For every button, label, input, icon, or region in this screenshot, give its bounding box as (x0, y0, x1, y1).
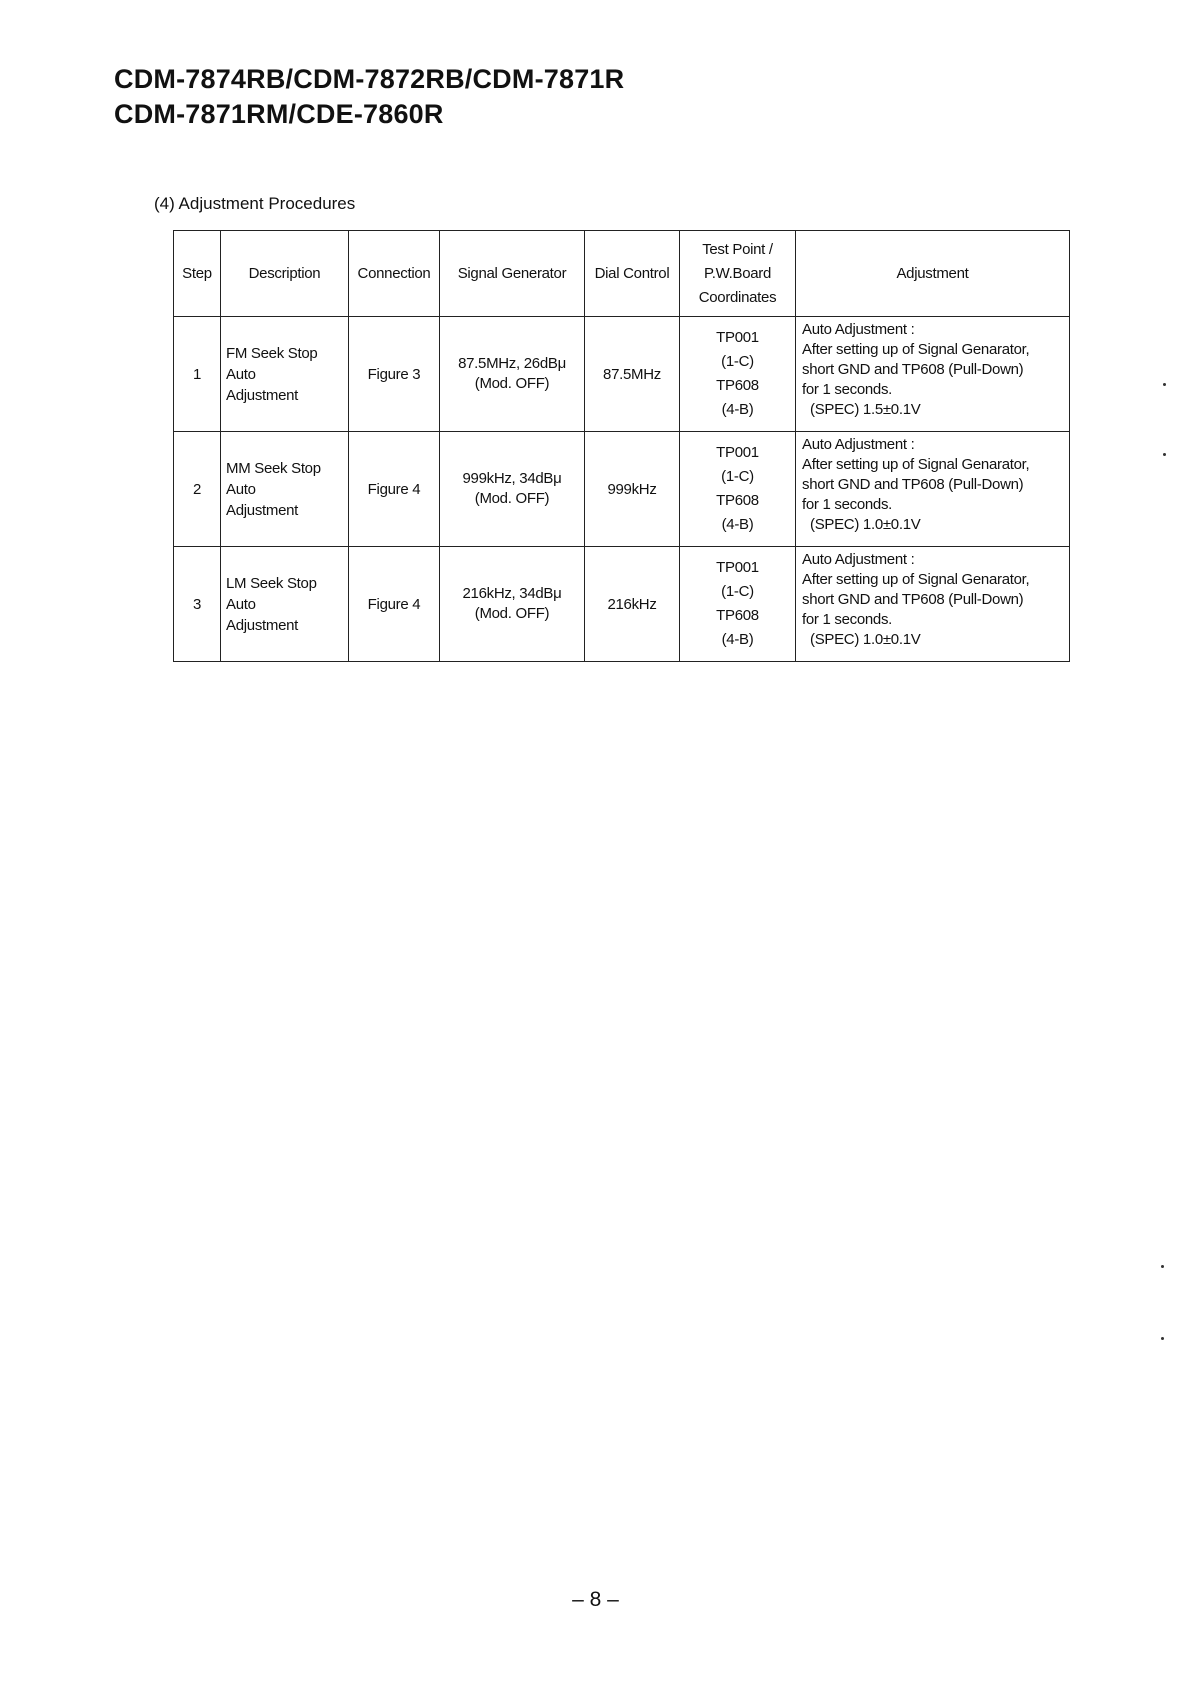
connection-cell: Figure 4 (349, 432, 440, 547)
section-title: (4) Adjustment Procedures (154, 194, 356, 213)
header-adjustment: Adjustment (796, 231, 1070, 317)
header-description: Description (221, 231, 349, 317)
scan-speck (1161, 1265, 1164, 1268)
model-title-line-1: CDM-7874RB/CDM-7872RB/CDM-7871R (114, 64, 625, 94)
step-cell: 3 (174, 547, 221, 662)
test-point-line: TP608 (716, 492, 759, 509)
adjustment-cell (796, 547, 1070, 662)
step-cell: 1 (174, 317, 221, 432)
signal-generator-line: (Mod. OFF) (474, 490, 550, 507)
adjustment-line: for 1 seconds. (802, 611, 893, 628)
adjustment-spec: (SPEC) 1.5±0.1V (810, 401, 921, 418)
page-header (114, 62, 1014, 132)
test-point-cell (680, 432, 796, 547)
header-test-point (680, 231, 796, 317)
header-test-point-line-2: P.W.Board (703, 264, 772, 282)
test-point-line: TP608 (716, 607, 759, 624)
header-step: Step (174, 231, 221, 317)
test-point-line: (4-B) (721, 401, 754, 418)
adjustment-spec: (SPEC) 1.0±0.1V (810, 516, 921, 533)
model-title-line-2: CDM-7871RM/CDE-7860R (114, 99, 444, 129)
table-row (174, 317, 1070, 432)
adjustment-procedures-table (173, 230, 1070, 662)
adjustment-spec: (SPEC) 1.0±0.1V (810, 631, 921, 648)
test-point-line: (4-B) (721, 516, 754, 533)
description-cell (221, 547, 349, 662)
signal-generator-cell (440, 547, 585, 662)
description-cell (221, 317, 349, 432)
signal-generator-line: 87.5MHz, 26dBμ (458, 355, 566, 372)
adjustment-line: short GND and TP608 (Pull-Down) (802, 361, 1024, 378)
adjustment-line: for 1 seconds. (802, 381, 893, 398)
dial-control-cell: 216kHz (585, 547, 680, 662)
scan-speck (1163, 383, 1166, 386)
test-point-line: (1-C) (721, 583, 754, 600)
test-point-line: (1-C) (721, 468, 754, 485)
description-line: Auto (226, 365, 256, 383)
description-line: MM Seek Stop (226, 459, 321, 477)
adjustment-line: After setting up of Signal Genarator, (802, 341, 1030, 358)
header-connection: Connection (349, 231, 440, 317)
adjustment-line: short GND and TP608 (Pull-Down) (802, 476, 1024, 493)
signal-generator-cell (440, 317, 585, 432)
description-line: Adjustment (226, 616, 299, 634)
adjustment-cell (796, 432, 1070, 547)
step-cell: 2 (174, 432, 221, 547)
adjustment-line: After setting up of Signal Genarator, (802, 571, 1030, 588)
test-point-cell (680, 317, 796, 432)
adjustment-line: for 1 seconds. (802, 496, 893, 513)
header-test-point-line-1: Test Point / (702, 240, 773, 258)
scan-speck (1161, 1337, 1164, 1340)
header-test-point-line-3: Coordinates (698, 288, 777, 306)
connection-cell: Figure 4 (349, 547, 440, 662)
header-signal-generator: Signal Generator (440, 231, 585, 317)
description-cell (221, 432, 349, 547)
description-line: FM Seek Stop (226, 344, 318, 362)
test-point-line: (4-B) (721, 631, 754, 648)
adjustment-line: Auto Adjustment : (802, 551, 915, 568)
signal-generator-line: 999kHz, 34dBμ (462, 470, 562, 487)
scan-speck (1163, 453, 1166, 456)
table-row (174, 432, 1070, 547)
header-dial-control: Dial Control (585, 231, 680, 317)
description-line: Auto (226, 595, 256, 613)
adjustment-line: short GND and TP608 (Pull-Down) (802, 591, 1024, 608)
signal-generator-line: 216kHz, 34dBμ (462, 585, 562, 602)
test-point-line: TP001 (716, 559, 759, 576)
test-point-line: TP001 (716, 329, 759, 346)
connection-cell: Figure 3 (349, 317, 440, 432)
test-point-line: TP001 (716, 444, 759, 461)
signal-generator-line: (Mod. OFF) (474, 605, 550, 622)
test-point-line: TP608 (716, 377, 759, 394)
page-number: – 8 – (572, 1588, 619, 1611)
table-row (174, 547, 1070, 662)
table-header-row (174, 231, 1070, 317)
description-line: Adjustment (226, 501, 299, 519)
adjustment-line: Auto Adjustment : (802, 321, 915, 338)
signal-generator-line: (Mod. OFF) (474, 375, 550, 392)
signal-generator-cell (440, 432, 585, 547)
adjustment-cell (796, 317, 1070, 432)
description-line: Auto (226, 480, 256, 498)
adjustment-line: Auto Adjustment : (802, 436, 915, 453)
test-point-cell (680, 547, 796, 662)
description-line: Adjustment (226, 386, 299, 404)
dial-control-cell: 87.5MHz (585, 317, 680, 432)
test-point-line: (1-C) (721, 353, 754, 370)
description-line: LM Seek Stop (226, 574, 317, 592)
adjustment-line: After setting up of Signal Genarator, (802, 456, 1030, 473)
dial-control-cell: 999kHz (585, 432, 680, 547)
